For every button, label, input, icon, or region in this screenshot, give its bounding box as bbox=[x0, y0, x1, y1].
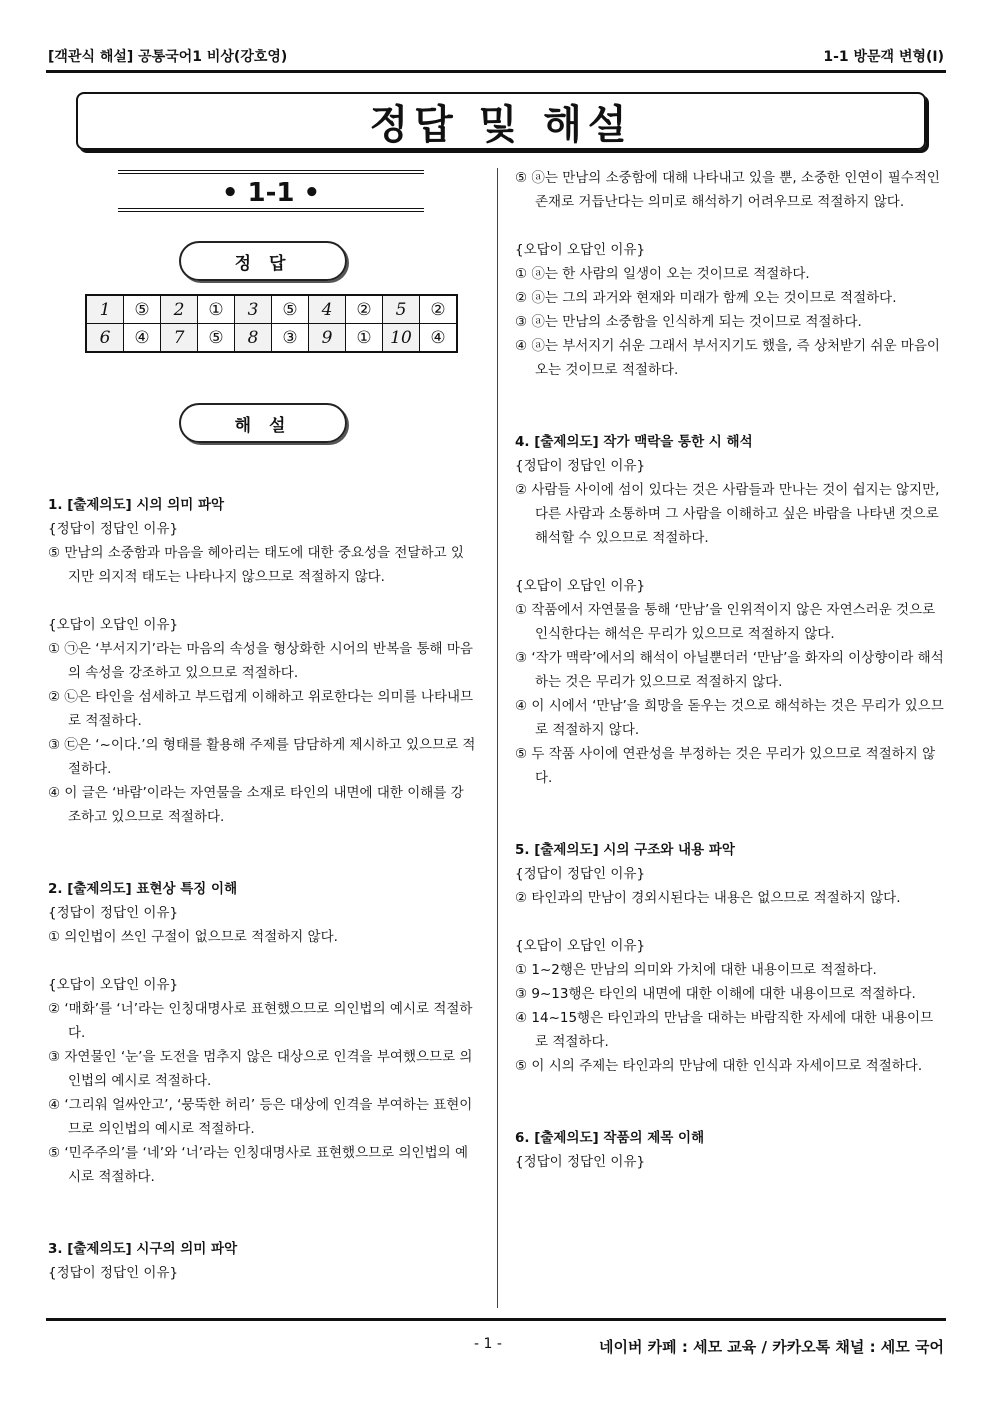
left-column bbox=[48, 469, 476, 1285]
explanation-item: ④ 이 글은 ‘바람’이라는 자연물을 소재로 타인의 내면에 대한 이해를 강조하고 있으므로 적절하다. bbox=[48, 785, 464, 825]
spacer bbox=[48, 589, 476, 613]
explain-label: 해 설 bbox=[179, 403, 347, 443]
spacer bbox=[515, 406, 944, 430]
explanation-item: ① 의인법이 쓰인 구절이 없으므로 적절하지 않다. bbox=[48, 929, 338, 945]
question-heading: 4. [출제의도] 작가 맥락을 통한 시 해석 bbox=[515, 434, 753, 450]
explanation-item: ① ㉠은 ‘부서지기’라는 마음의 속성을 형상화한 시어의 반복을 통해 마음의 속성을 강조하고 있으므로 적절하다. bbox=[48, 641, 473, 681]
spacer bbox=[515, 550, 944, 574]
spacer bbox=[515, 814, 944, 838]
answer-row bbox=[86, 295, 457, 324]
answer-value: ⑤ bbox=[272, 295, 309, 324]
spacer bbox=[515, 214, 944, 238]
reason-label: {오답이 오답인 이유} bbox=[515, 578, 646, 594]
header-rule bbox=[46, 70, 946, 73]
answer-value: ④ bbox=[124, 324, 161, 353]
explanation-item: ④ ‘그리워 얼싸안고’, ‘뭉뚝한 허리’ 등은 대상에 인격을 부여하는 표현이므로 의인법의 예시로 적절하다. bbox=[48, 1097, 473, 1137]
spacer bbox=[515, 790, 944, 814]
question-number: 4 bbox=[309, 295, 346, 324]
explanation-item: ⑤ 두 작품 사이에 연관성을 부정하는 것은 무리가 있으므로 적절하지 않다. bbox=[515, 746, 936, 786]
explanation-item: ③ ㉢은 ‘~이다.’의 형태를 활용해 주제를 담담하게 제시하고 있으므로 적절하다. bbox=[48, 737, 476, 777]
question-heading: 3. [출제의도] 시구의 의미 파악 bbox=[48, 1241, 238, 1257]
answer-table bbox=[85, 294, 458, 353]
spacer bbox=[48, 469, 476, 493]
section-bottom-lines bbox=[118, 208, 424, 214]
reason-label: {오답이 오답인 이유} bbox=[48, 617, 179, 633]
explanation-item: ⑤ ⓐ는 만남의 소중함에 대해 나타내고 있을 뿐, 소중한 인연이 필수적인 존재로 거듭난다는 의미로 해석하기 어려우므로 적절하지 않다. bbox=[515, 170, 940, 210]
explanation-item: ③ ‘작가 맥락’에서의 해석이 아닐뿐더러 ‘만남’을 화자의 이상향이라 해석하는 것은 무리가 있으므로 적절하지 않다. bbox=[515, 650, 944, 690]
question-number: 7 bbox=[161, 324, 198, 353]
explanation-item: ⑤ 이 시의 주제는 타인과의 만남에 대한 인식과 자세이므로 적절하다. bbox=[515, 1058, 923, 1074]
explanation-item: ① ⓐ는 한 사람의 일생이 오는 것이므로 적절하다. bbox=[515, 266, 810, 282]
right-column bbox=[515, 166, 944, 1174]
question-number: 5 bbox=[383, 295, 420, 324]
answer-value: ③ bbox=[272, 324, 309, 353]
explanation-item: ② ⓐ는 그의 과거와 현재와 미래가 함께 오는 것이므로 적절하다. bbox=[515, 290, 897, 306]
question-heading: 6. [출제의도] 작품의 제목 이해 bbox=[515, 1130, 705, 1146]
answer-value: ④ bbox=[420, 324, 458, 353]
explanation-item: ① 작품에서 자연물을 통해 ‘만남’을 인위적이지 않은 자연스러운 것으로 인식한다는 해석은 무리가 있으므로 적절하지 않다. bbox=[515, 602, 936, 642]
question-number: 3 bbox=[235, 295, 272, 324]
question-number: 2 bbox=[161, 295, 198, 324]
question-heading: 1. [출제의도] 시의 의미 파악 bbox=[48, 497, 225, 513]
page-number: - 1 - bbox=[474, 1336, 502, 1352]
title-box bbox=[76, 92, 926, 150]
explanation-item: ② ‘매화’를 ‘너’라는 인칭대명사로 표현했으므로 의인법의 예시로 적절하다. bbox=[48, 1001, 473, 1041]
reason-label: {정답이 정답인 이유} bbox=[48, 905, 179, 921]
question-number: 10 bbox=[383, 324, 420, 353]
explanation-item: ② 사람들 사이에 섬이 있다는 것은 사람들과 만나는 것이 쉽지는 않지만, 다른 사람과 소통하며 그 사람을 이해하고 싶은 바람을 나타낸 것으로 해석할 수 있으므로 적절하다. bbox=[515, 482, 940, 546]
explanation-item: ② ㉡은 타인을 섬세하고 부드럽게 이해하고 위로한다는 의미를 나타내므로 적절하다. bbox=[48, 689, 474, 729]
spacer bbox=[515, 1102, 944, 1126]
reason-label: {오답이 오답인 이유} bbox=[48, 977, 179, 993]
explanation-item: ③ ⓐ는 만남의 소중함을 인식하게 되는 것이므로 적절하다. bbox=[515, 314, 862, 330]
spacer bbox=[48, 853, 476, 877]
page-title: 정답 및 해설 bbox=[369, 101, 633, 148]
spacer bbox=[48, 829, 476, 853]
header-left-title: [객관식 해설] 공통국어1 비상(강호영) bbox=[48, 49, 288, 65]
spacer bbox=[515, 1078, 944, 1102]
answer-value: ② bbox=[346, 295, 383, 324]
section-title: • 1-1 • bbox=[221, 178, 321, 208]
footer-credit: 네이버 카페 : 세모 교육 / 카카오톡 채널 : 세모 국어 bbox=[598, 1338, 944, 1356]
question-number: 1 bbox=[86, 295, 124, 324]
spacer bbox=[515, 910, 944, 934]
explanation-item: ④ ⓐ는 부서지기 쉬운 그래서 부서지기도 했을, 즉 상처받기 쉬운 마음이 오는 것이므로 적절하다. bbox=[515, 338, 940, 378]
column-divider bbox=[497, 168, 498, 1308]
answer-value: ⑤ bbox=[198, 324, 235, 353]
spacer bbox=[48, 1189, 476, 1213]
question-number: 6 bbox=[86, 324, 124, 353]
explanation-item: ③ 9~13행은 타인의 내면에 대한 이해에 대한 내용이므로 적절하다. bbox=[515, 986, 916, 1002]
reason-label: {정답이 정답인 이유} bbox=[48, 1265, 179, 1281]
answer-value: ① bbox=[198, 295, 235, 324]
answer-value: ① bbox=[346, 324, 383, 353]
explanation-item: ⑤ ‘민주주의’를 ‘네’와 ‘너’라는 인칭대명사로 표현했으므로 의인법의 예시로 적절하다. bbox=[48, 1145, 468, 1185]
explanation-item: ⑤ 만남의 소중함과 마음을 헤아리는 태도에 대한 중요성을 전달하고 있지만 의지적 태도는 나타나지 않으므로 적절하지 않다. bbox=[48, 545, 464, 585]
header-right-title: 1-1 방문객 변형(I) bbox=[823, 49, 944, 65]
question-heading: 2. [출제의도] 표현상 특징 이해 bbox=[48, 881, 238, 897]
reason-label: {오답이 오답인 이유} bbox=[515, 242, 646, 258]
spacer bbox=[515, 382, 944, 406]
reason-label: {정답이 정답인 이유} bbox=[48, 521, 179, 537]
answer-label: 정 답 bbox=[179, 241, 347, 281]
explanation-item: ④ 14~15행은 타인과의 만남을 대하는 바람직한 자세에 대한 내용이므로 적절하다. bbox=[515, 1010, 934, 1050]
explanation-item: ① 1~2행은 만남의 의미와 가치에 대한 내용이므로 적절하다. bbox=[515, 962, 877, 978]
reason-label: {오답이 오답인 이유} bbox=[515, 938, 646, 954]
reason-label: {정답이 정답인 이유} bbox=[515, 866, 646, 882]
answer-value: ② bbox=[420, 295, 458, 324]
spacer bbox=[48, 949, 476, 973]
question-number: 8 bbox=[235, 324, 272, 353]
question-heading: 5. [출제의도] 시의 구조와 내용 파악 bbox=[515, 842, 735, 858]
explanation-item: ④ 이 시에서 ‘만남’을 희망을 돋우는 것으로 해석하는 것은 무리가 있으므로 적절하지 않다. bbox=[515, 698, 944, 738]
section-top-lines bbox=[118, 170, 424, 176]
question-number: 9 bbox=[309, 324, 346, 353]
explanation-item: ③ 자연물인 ‘눈’을 도전을 멈추지 않은 대상으로 인격을 부여했으므로 의인법의 예시로 적절하다. bbox=[48, 1049, 473, 1089]
spacer bbox=[48, 1213, 476, 1237]
reason-label: {정답이 정답인 이유} bbox=[515, 458, 646, 474]
explanation-item: ② 타인과의 만남이 경외시된다는 내용은 없으므로 적절하지 않다. bbox=[515, 890, 901, 906]
answer-value: ⑤ bbox=[124, 295, 161, 324]
answer-row bbox=[86, 324, 457, 353]
footer-rule bbox=[46, 1318, 946, 1321]
reason-label: {정답이 정답인 이유} bbox=[515, 1154, 646, 1170]
